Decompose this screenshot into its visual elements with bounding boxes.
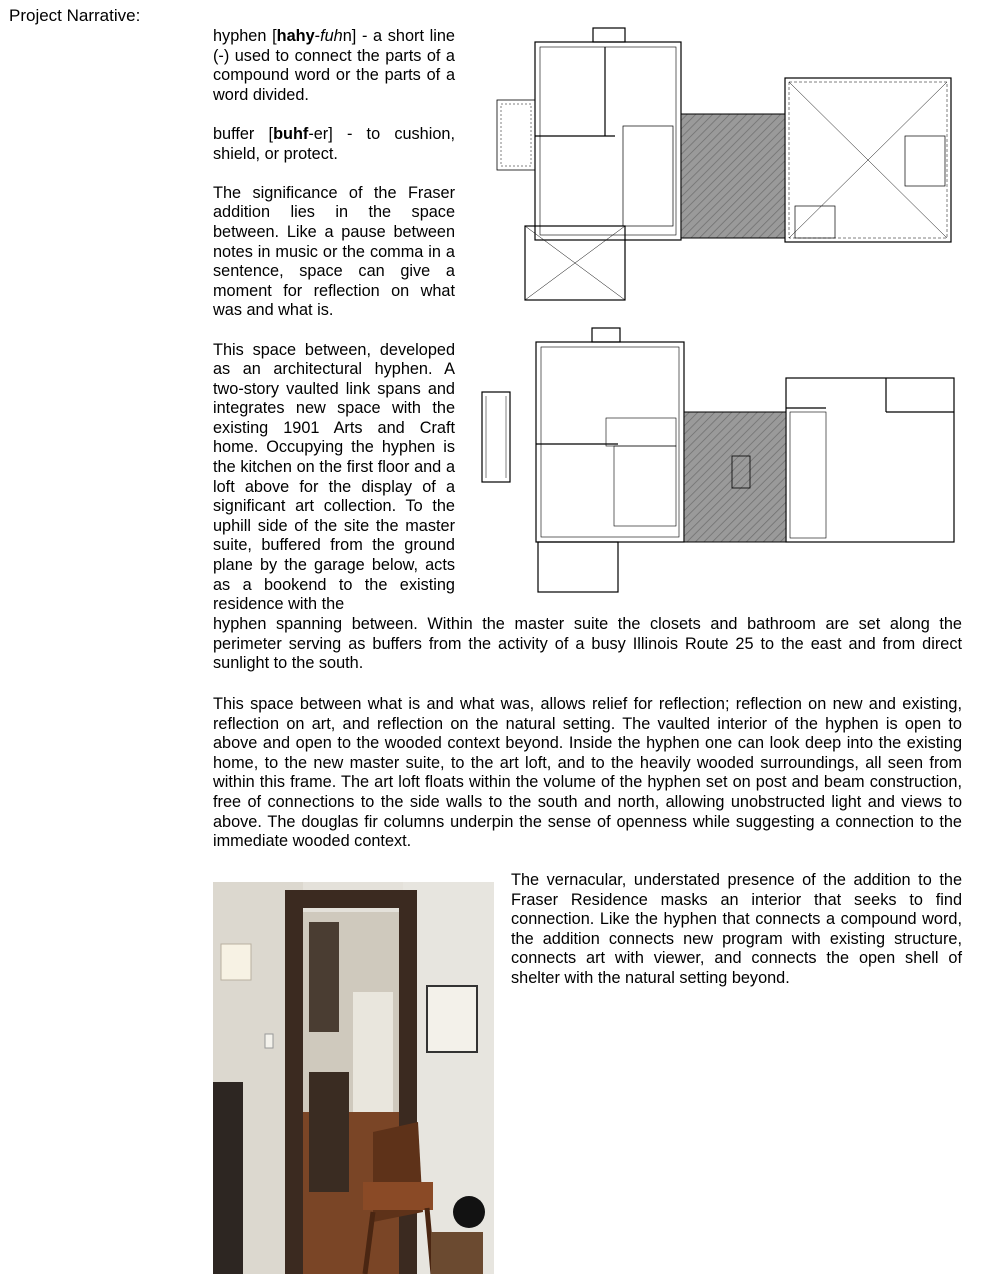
first-floor-plan — [478, 326, 958, 596]
paragraph-vernacular: The vernacular, understated presence of the addition to the Fraser Residence masks an interior that seeks to find connection. Like the hyphen that connects a compound word, the addition connects new program with existing structure, connects art with viewer, and connects the open shell of shelter with the natural setting beyond. — [511, 871, 962, 987]
chair — [363, 1182, 433, 1210]
pronunciation-stress: buhf — [273, 124, 309, 143]
wall-sconce — [221, 944, 251, 980]
paragraph-space-between-continued: hyphen spanning between. Within the master suite the closets and bathroom are set along the perimeter serving as buffers from the activity of a busy Illinois Route 25 to the east and from direct sunlight to the south. — [213, 615, 962, 673]
pronunciation-stress: hahy — [276, 27, 315, 45]
second-floor-plan — [495, 26, 955, 306]
stump-table — [431, 1232, 483, 1274]
interior-photo — [213, 882, 494, 1274]
definition-buffer: buffer [buhf-er] - to cushion, shield, or protect. — [213, 124, 455, 163]
pronunciation-italic: fuh — [320, 27, 343, 45]
vase — [453, 1196, 485, 1228]
paragraph-relief: This space between what is and what was, allows relief for reflection; reflection on new and existing, reflection on art, and reflection on the natural setting. The vaulted interior of the hyphen is open to above and open to the wooded context beyond. Inside the hyphen one can look deep into the existing home, to the new master suite, to the art loft, and to the heavily wooded surroundings, all seen from within this frame. The art loft floats within the volume of the hyphen set on post and beam construction, free of connections to the side walls to the south and north, allowing unobstructed light and views to above. The douglas fir columns underpin the sense of openness while suggesting a connection to the immediate wooded context. — [213, 695, 962, 851]
light-switch — [265, 1034, 273, 1048]
page-heading: Project Narrative: — [9, 6, 141, 25]
cabinet — [309, 922, 339, 1032]
hyphen-link-hatch — [681, 114, 785, 238]
paragraph-space-between: This space between, developed as an architectural hyphen. A two-story vaulted link spans and integrates new space with the existing 1901 Arts and Craft home. Occupying the hyphen is the kitchen on the first floor and a loft above for the display of a significant art collection. To the uphill side of the site the master suite, buffered from the ground plane by the garage below, acts as a bookend to the existing residence with the — [213, 340, 455, 614]
wall-art-frame — [427, 986, 477, 1052]
definition-hyphen: hyphen [hahy-fuhn] - a short line (-) used to connect the parts of a compound word or the parts of a word divided. — [213, 27, 455, 104]
hyphen-link-hatch — [684, 412, 786, 542]
door-frame — [285, 900, 303, 1274]
narrative-column — [213, 27, 455, 634]
paragraph-significance: The significance of the Fraser addition lies in the space between. Like a pause between notes in music or the comma in a sentence, space can give a moment for reflection on what was and what is. — [213, 183, 455, 320]
